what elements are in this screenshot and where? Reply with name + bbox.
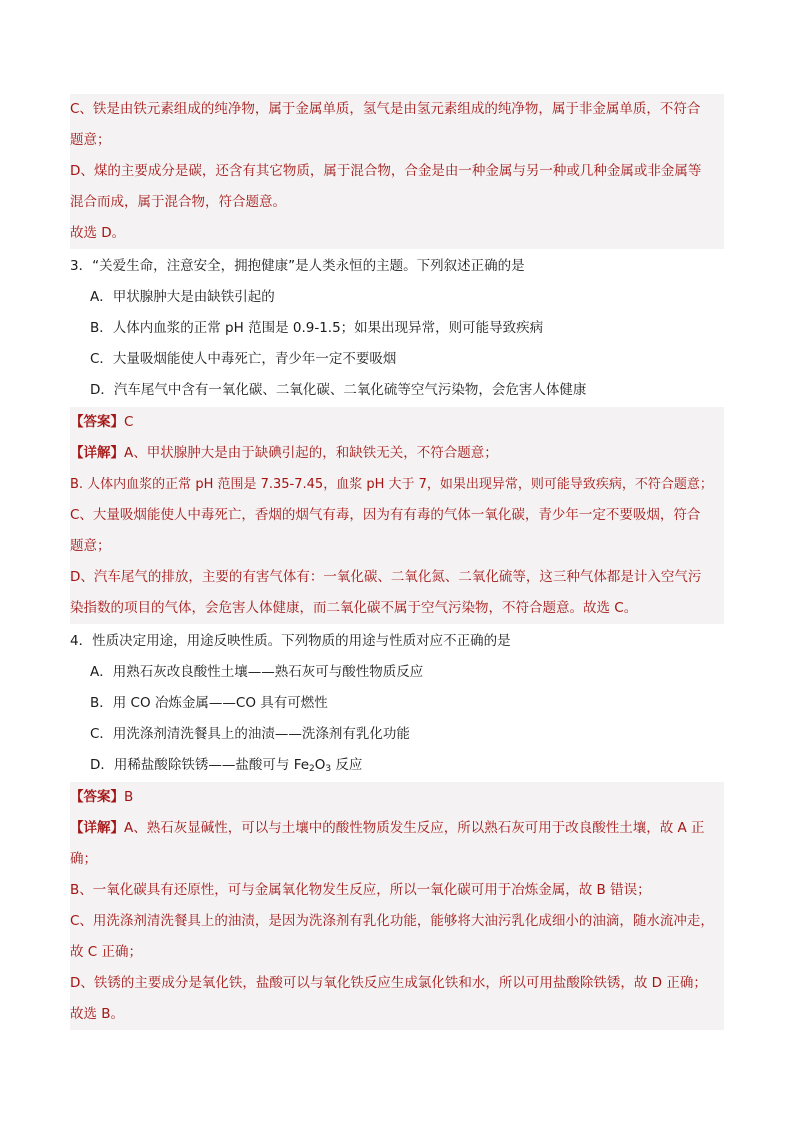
option-d: D．汽车尾气中含有一氧化碳、二氧化碳、二氧化硫等空气污染物，会危害人体健康	[90, 382, 587, 398]
explanation-line: C、铁是由铁元素组成的纯净物，属于金属单质，氢气是由氢元素组成的纯净物，属于非金属单质，不符合	[70, 101, 701, 117]
answer-tag: 【答案】	[70, 414, 124, 430]
formula-subscript: 2	[309, 764, 315, 774]
explanation-line: 确；	[70, 851, 97, 867]
formula-element-fe: Fe	[293, 757, 310, 773]
option-c: C．大量吸烟能使人中毒死亡，青少年一定不要吸烟	[90, 351, 397, 367]
explanation-line: C、大量吸烟能使人中毒死亡，香烟的烟气有毒，因为有有毒的气体一氧化碳，青少年一定不要吸烟，符合	[70, 507, 701, 523]
option-d-suffix: 反应	[331, 757, 363, 773]
explanation-line: D、煤的主要成分是碳，还含有其它物质，属于混合物，合金是由一种金属与另一种或几种金属或非金属等	[70, 163, 702, 179]
explanation-line: 混合而成，属于混合物，符合题意。	[70, 194, 286, 210]
detail-line	[70, 813, 724, 844]
detail-text: A、甲状腺肿大是由于缺碘引起的，和缺铁无关，不符合题意；	[124, 445, 498, 461]
detail-text: A、熟石灰显碱性，可以与土壤中的酸性物质发生反应，所以熟石灰可用于改良酸性土壤，故 A 正	[124, 820, 705, 836]
answer-tag: 【答案】	[70, 789, 124, 805]
formula-subscript: 3	[325, 764, 332, 774]
detail-tag: 【详解】	[70, 820, 124, 836]
question-3	[70, 251, 724, 406]
answer-block-3	[70, 782, 724, 1030]
detail-tag: 【详解】	[70, 445, 124, 461]
explanation-line: D、汽车尾气的排放，主要的有害气体有：一氧化碳、二氧化氮、二氧化硫等，这三种气体都是计入空气污	[70, 569, 702, 585]
formula-element-o: O	[314, 757, 326, 773]
conclusion-line: 故选 D。	[70, 225, 126, 241]
detail-line	[70, 438, 724, 469]
option-a: A．用熟石灰改良酸性土壤——熟石灰可与酸性物质反应	[90, 664, 424, 680]
explanation-line: C、用洗涤剂清洗餐具上的油渍，是因为洗涤剂有乳化功能，能够将大油污乳化成细小的油滴，随水流冲走，	[70, 913, 714, 929]
option-c: C．用洗涤剂清洗餐具上的油渍——洗涤剂有乳化功能	[90, 726, 410, 742]
chemical-formula	[294, 757, 331, 773]
question-4	[70, 626, 724, 781]
answer-line	[70, 782, 724, 813]
answer-value: B	[124, 789, 134, 805]
explanation-line: D、铁锈的主要成分是氧化铁，盐酸可以与氧化铁反应生成氯化铁和水，所以可用盐酸除铁锈，故 D 正确；	[70, 975, 707, 991]
conclusion-line: 故选 B。	[70, 1006, 125, 1022]
answer-line	[70, 407, 724, 438]
explanation-line: 题意；	[70, 538, 111, 554]
explanation-line: 故 C 正确；	[70, 944, 143, 960]
option-a: A．甲状腺肿大是由缺铁引起的	[90, 289, 275, 305]
explanation-line: 染指数的项目的气体，会危害人体健康，而二氧化碳不属于空气污染物，不符合题意。故选 C。	[70, 600, 638, 616]
explanation-line: 题意；	[70, 132, 111, 148]
option-b: B．用 CO 冶炼金属——CO 具有可燃性	[90, 695, 328, 711]
question-stem: 3．“关爱生命，注意安全，拥抱健康”是人类永恒的主题。下列叙述正确的是	[70, 258, 525, 274]
explanation-line: B. 人体内血浆的正常 pH 范围是 7.35-7.45，血浆 pH 大于 7，如果出现异常，则可能导致疾病，不符合题意；	[70, 477, 713, 492]
answer-value: C	[124, 414, 134, 430]
option-d	[70, 750, 724, 781]
answer-block-2	[70, 407, 724, 624]
explanation-line: B、一氧化碳具有还原性，可与金属氧化物发生反应，所以一氧化碳可用于冶炼金属，故 B 错误；	[70, 882, 651, 898]
option-d-text: D．用稀盐酸除铁锈——盐酸可与	[90, 757, 294, 773]
option-b: B．人体内血浆的正常 pH 范围是 0.9-1.5；如果出现异常，则可能导致疾病	[90, 320, 544, 336]
question-stem: 4．性质决定用途，用途反映性质。下列物质的用途与性质对应不正确的是	[70, 633, 511, 649]
answer-block-1	[70, 94, 724, 249]
